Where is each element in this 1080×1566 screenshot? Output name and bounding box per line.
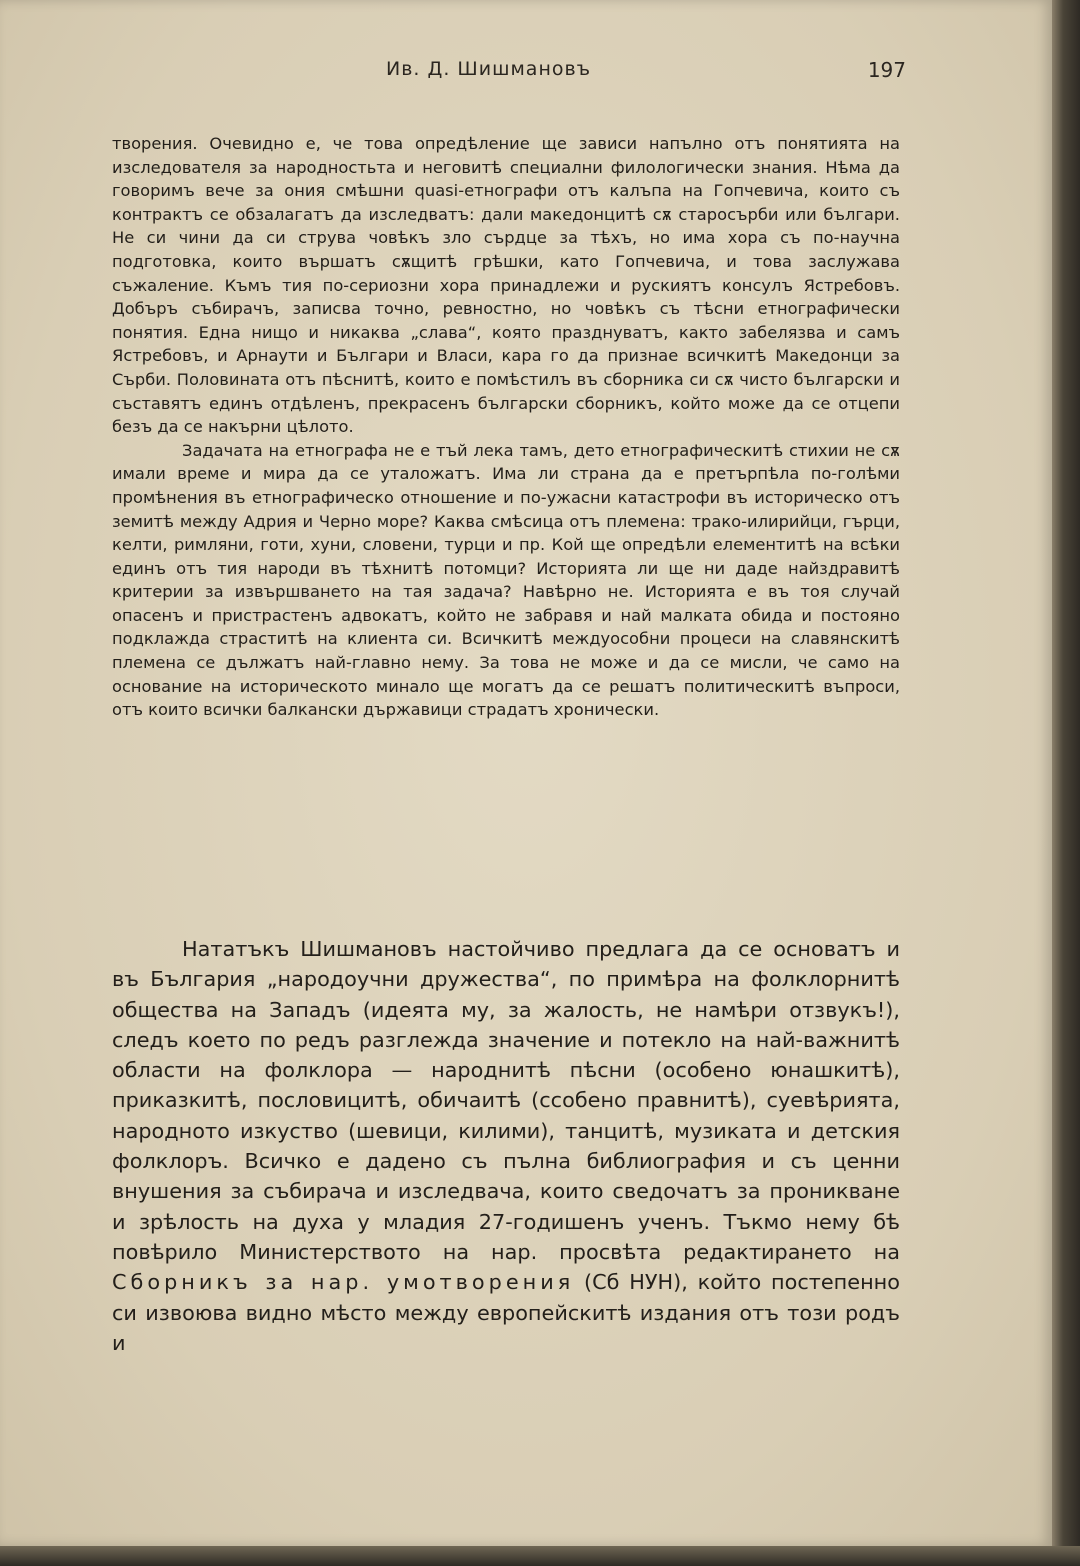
page-header xyxy=(116,58,906,90)
quoted-passage xyxy=(112,132,900,722)
spaced-title: Сборникъ за нар. умотворения xyxy=(112,1270,575,1295)
book-edge-bottom xyxy=(0,1546,1080,1566)
quote-paragraph-1: творения. Очевидно е, че това опредѣление ще зависи напълно отъ понятията на изследователя за народностьта и неговитѣ специални филологически знания. Нѣма да говоримъ вече за ония смѣшни quasi-етнографи отъ калъпа на Гопчевича, които съ контрактъ се обзалагатъ да изследватъ: дали македонцитѣ сѫ старосърби или българи. Не си чини да си струва човѣкъ зло сърдце за тѣхъ, но има хора съ по-научна подготовка, които вършатъ сѫщитѣ грѣшки, като Гопчевича, и това заслужава съжаление. Къмъ тия по-сериозни хора принадлежи и рускиятъ консулъ Ястребовъ. Добъръ събирачъ, записва точно, ревностно, но човѣкъ съ тѣсни етнографически понятия. Една нищо и никаква „слава“, която празднуватъ, както забелязва и самъ Ястребовъ, и Арнаути и Българи и Власи, кара го да признае всичкитѣ Македонци за Сърби. Половината отъ пѣснитѣ, които е помѣстилъ въ сборника си сѫ чисто български и съставятъ единъ отдѣленъ, прекрасенъ български сборникъ, който може да се отцепи безъ да се накърни цѣлото. xyxy=(112,134,900,437)
main-paragraph xyxy=(112,934,900,1358)
main-text-part-1: Нататъкъ Шишмановъ настойчиво предлага да се основатъ и въ България „народоучни дружества“, по примѣра на фолклорнитѣ общества на Западъ (идеята му, за жалость, не намѣри отзвукъ!), следъ което по редъ разглежда значение и потекло на най-важнитѣ области на фолклора — народнитѣ пѣсни (особено юнашкитѣ), приказкитѣ, пословицитѣ, обичаитѣ (ссобено правнитѣ), суевѣрията, народното изкуство (шевици, килими), танцитѣ, музиката и детския фолклоръ. Всичко е дадено съ пълна библиография и съ ценни внушения за събирача и изследвача, които сведочатъ за проникване и зрѣлость на духа у младия 27-годишенъ ученъ. Тъкмо нему бѣ повѣрило Министерството на нар. просвѣта редактирането на xyxy=(112,937,900,1264)
page-number: 197 xyxy=(867,58,906,82)
main-text-part-2: (Сб НУН), който постепенно си извоюва видно мѣсто между европейскитѣ издания отъ този родъ и xyxy=(112,1270,900,1355)
book-edge-right xyxy=(1052,0,1080,1566)
main-text xyxy=(112,934,900,1358)
running-head: Ив. Д. Шишмановъ xyxy=(386,58,592,80)
quote-paragraph-2: Задачата на етнографа не е тъй лека тамъ, дето етнографическитѣ стихии не сѫ имали време и мира да се уталожатъ. Има ли страна да е претърпѣла по-голѣми промѣнения въ етнографическо отношение и по-ужасни катастрофи въ историческо отъ земитѣ между Адрия и Черно море? Каква смѣсица отъ племена: трако-илирийци, гърци, келти, римляни, готи, хуни, словени, турци и пр. Кой ще опредѣли елементитѣ на всѣки единъ отъ тия народи въ тѣхнитѣ потомци? Историята ли ще ни даде найздравитѣ критерии за извършването на тая задача? Навѣрно не. Историята е въ тоя случай опасенъ и пристрастенъ адвокатъ, който не забравя и най малката обида и постояно подклажда страститѣ на клиента си. Всичкитѣ междуособни процеси на славянскитѣ племена се дължатъ най-главно нему. За това не може и да се мисли, че само на основание на историческото минало ще могатъ да се решатъ политическитѣ въпроси, отъ които всички балкански държавици страдатъ хронически. xyxy=(112,440,900,720)
